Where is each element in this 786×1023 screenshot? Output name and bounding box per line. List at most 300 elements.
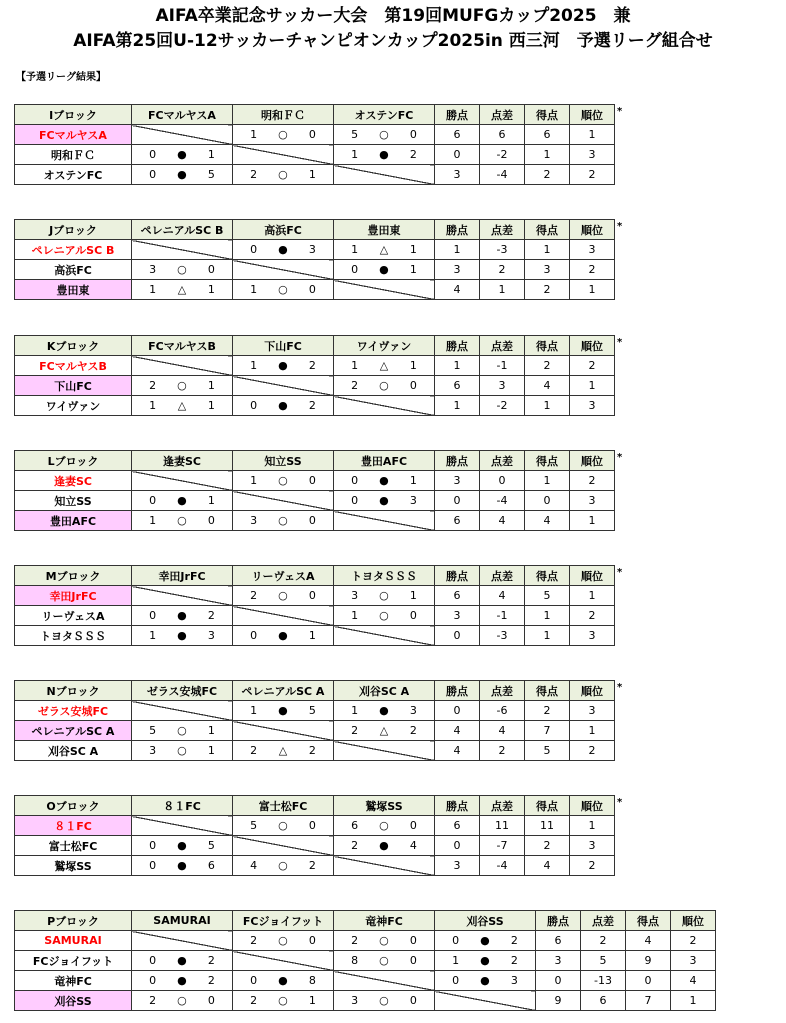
goals-scored-cell: 4 [626,931,671,951]
match-result [334,994,434,1007]
goals-for: 0 [149,954,157,967]
self-match-cell [132,701,233,721]
block-name: Kブロック [15,336,132,356]
goal-diff-cell: 2 [480,260,525,280]
goals-for: 3 [250,514,258,527]
asterisk-note: * [617,221,623,232]
column-team-header: 富士松FC [233,796,334,816]
goals-against: 1 [207,744,215,757]
section-label: 【予選リーグ結果】 [16,72,106,83]
goal-diff-cell: 11 [480,816,525,836]
goal-diff-cell: 4 [480,586,525,606]
goals-for: 1 [452,954,460,967]
match-result [132,514,232,527]
self-match-cell [334,511,435,531]
result-mark: ● [480,954,490,967]
goals-for: 2 [250,994,258,1007]
table-row [15,836,615,856]
row-team-name: 幸田JrFC [15,586,132,606]
match-result [132,724,232,737]
table-row [15,626,615,646]
goals-scored-cell: 11 [525,816,570,836]
result-mark: ● [177,954,187,967]
goals-against: 0 [207,994,215,1007]
league-table [14,450,615,531]
goal-diff-cell: 4 [480,511,525,531]
goal-diff-cell: -6 [480,701,525,721]
points-cell: 1 [435,396,480,416]
goals-against: 5 [308,704,316,717]
goals-against: 3 [409,704,417,717]
points-cell: 0 [435,145,480,165]
goal-diff-cell: -4 [480,856,525,876]
points-cell: 0 [435,836,480,856]
row-team-name: ペレニアルSC A [15,721,132,741]
points-cell: 6 [435,816,480,836]
goals-against: 1 [308,168,316,181]
block-name: Iブロック [15,105,132,125]
goals-against: 3 [510,974,518,987]
result-mark: ○ [278,514,288,527]
self-match-cell [132,240,233,260]
row-team-name: リーヴェスA [15,606,132,626]
points-cell: 4 [435,741,480,761]
goals-for: 1 [250,359,258,372]
result-mark: ○ [379,994,389,1007]
asterisk-note: * [617,452,623,463]
goals-for: 1 [149,283,157,296]
match-result [233,859,333,872]
match-result-cell [334,491,435,511]
result-mark: ● [177,609,187,622]
goals-against: 1 [207,379,215,392]
goal-diff-cell: 6 [581,991,626,1011]
stat-header: 順位 [570,566,615,586]
match-result-cell [233,511,334,531]
goals-scored-cell: 2 [525,280,570,300]
goals-scored-cell: 0 [525,491,570,511]
rank-cell: 2 [671,931,716,951]
self-match-cell [233,491,334,511]
stat-header: 得点 [525,105,570,125]
points-cell: 6 [435,511,480,531]
match-result [132,954,232,967]
match-result-cell [334,240,435,260]
match-result [132,974,232,987]
block-name: Lブロック [15,451,132,471]
row-team-name: 刈谷SS [15,991,132,1011]
table-row [15,165,615,185]
goals-scored-cell: 1 [525,471,570,491]
goals-scored-cell: 4 [525,856,570,876]
self-match-cell [233,951,334,971]
column-team-header: 刈谷SS [435,911,536,931]
stat-header: 得点 [525,566,570,586]
table-row [15,240,615,260]
match-result-cell [334,951,435,971]
block-name: Jブロック [15,220,132,240]
goals-against: 1 [207,724,215,737]
result-mark: ● [278,359,288,372]
points-cell: 0 [536,971,581,991]
result-mark: ○ [177,263,187,276]
table-row [15,280,615,300]
stat-header: 勝点 [435,105,480,125]
goal-diff-cell: 1 [480,280,525,300]
self-match-cell [334,165,435,185]
goals-for: 0 [149,148,157,161]
result-mark: ○ [278,128,288,141]
goal-diff-cell: 3 [480,376,525,396]
match-result [334,474,434,487]
rank-cell: 1 [570,721,615,741]
points-cell: 0 [435,626,480,646]
table-header-row [15,105,615,125]
goals-against: 2 [207,954,215,967]
column-team-header: SAMURAI [132,911,233,931]
column-team-header: FCジョイフット [233,911,334,931]
goals-against: 0 [409,379,417,392]
column-team-header: ワイヴァン [334,336,435,356]
match-result [132,263,232,276]
match-result-cell [334,471,435,491]
match-result [233,128,333,141]
match-result [334,148,434,161]
self-match-cell [233,836,334,856]
result-mark: ○ [379,934,389,947]
match-result [233,399,333,412]
row-team-name: 刈谷SC A [15,741,132,761]
rank-cell: 3 [570,701,615,721]
goals-against: 3 [308,243,316,256]
rank-cell: 1 [570,376,615,396]
match-result [233,359,333,372]
block-name: Nブロック [15,681,132,701]
row-team-name: FCマルヤスB [15,356,132,376]
match-result-cell [233,280,334,300]
stat-header: 点差 [480,681,525,701]
result-mark: ● [379,704,389,717]
points-cell: 6 [435,586,480,606]
stat-header: 得点 [525,681,570,701]
self-match-cell [435,991,536,1011]
result-mark: ○ [278,819,288,832]
result-mark: △ [177,283,187,296]
match-result-cell [233,991,334,1011]
table-row [15,586,615,606]
match-result-cell [132,626,233,646]
goals-for: 0 [149,839,157,852]
match-result-cell [233,125,334,145]
table-row [15,356,615,376]
row-team-name: ワイヴァン [15,396,132,416]
goal-diff-cell: -2 [480,396,525,416]
match-result-cell [334,931,435,951]
match-result-cell [334,356,435,376]
self-match-cell [233,376,334,396]
column-team-header: リーヴェスA [233,566,334,586]
stat-header: 点差 [480,566,525,586]
result-mark: △ [379,359,389,372]
match-result-cell [233,856,334,876]
asterisk-note: * [617,106,623,117]
league-table [14,335,615,416]
goals-against: 3 [409,494,417,507]
match-result [132,859,232,872]
goals-against: 1 [409,359,417,372]
match-result-cell [132,491,233,511]
result-mark: ● [177,494,187,507]
goal-diff-cell: 2 [480,741,525,761]
points-cell: 6 [435,376,480,396]
table-row [15,971,716,991]
match-result-cell [132,951,233,971]
table-header-row [15,681,615,701]
match-result-cell [435,951,536,971]
goals-for: 3 [149,263,157,276]
match-result [334,704,434,717]
match-result-cell [132,606,233,626]
goals-for: 2 [250,168,258,181]
column-team-header: ペレニアルSC A [233,681,334,701]
match-result-cell [334,376,435,396]
goals-against: 4 [409,839,417,852]
goal-diff-cell: -3 [480,626,525,646]
row-team-name: SAMURAI [15,931,132,951]
column-team-header: 高浜FC [233,220,334,240]
goals-against: 1 [207,399,215,412]
stat-header: 勝点 [435,336,480,356]
stat-header: 点差 [480,220,525,240]
stat-header: 点差 [480,105,525,125]
goals-for: 0 [250,629,258,642]
result-mark: ○ [379,819,389,832]
goals-for: 0 [452,934,460,947]
result-mark: ○ [278,589,288,602]
goals-for: 1 [351,609,359,622]
match-result-cell [233,971,334,991]
asterisk-note: * [617,797,623,808]
match-result [233,629,333,642]
column-team-header: 逢妻SC [132,451,233,471]
self-match-cell [334,280,435,300]
points-cell: 1 [435,240,480,260]
column-team-header: FCマルヤスA [132,105,233,125]
goals-against: 2 [207,609,215,622]
goals-against: 2 [207,974,215,987]
match-result-cell [334,991,435,1011]
asterisk-note: * [617,682,623,693]
stat-header: 得点 [525,220,570,240]
match-result-cell [233,626,334,646]
table-row [15,511,615,531]
goals-scored-cell: 2 [525,165,570,185]
match-result-cell [334,701,435,721]
match-result-cell [435,971,536,991]
row-team-name: ペレニアルSC B [15,240,132,260]
self-match-cell [334,626,435,646]
match-result [334,359,434,372]
goal-diff-cell: 5 [581,951,626,971]
table-row [15,491,615,511]
block-name: Mブロック [15,566,132,586]
match-result-cell [132,165,233,185]
goals-against: 0 [308,514,316,527]
rank-cell: 3 [570,145,615,165]
stat-header: 得点 [525,796,570,816]
match-result-cell [132,145,233,165]
row-team-name: 豊田AFC [15,511,132,531]
stat-header: 勝点 [435,681,480,701]
goals-scored-cell: 3 [525,260,570,280]
table-header-row [15,336,615,356]
goals-against: 8 [308,974,316,987]
rank-cell: 2 [570,856,615,876]
goals-scored-cell: 4 [525,511,570,531]
column-team-header: 幸田JrFC [132,566,233,586]
result-mark: ● [379,494,389,507]
match-result-cell [334,836,435,856]
match-result-cell [334,125,435,145]
match-result-cell [132,396,233,416]
result-mark: ● [177,839,187,852]
match-result [334,954,434,967]
match-result [233,819,333,832]
match-result [334,819,434,832]
goal-diff-cell: -2 [480,145,525,165]
result-mark: ○ [278,934,288,947]
self-match-cell [132,471,233,491]
column-team-header: 豊田AFC [334,451,435,471]
league-table [14,104,615,185]
goals-for: 0 [149,168,157,181]
goals-against: 2 [409,724,417,737]
goal-diff-cell: -7 [480,836,525,856]
goals-for: 4 [250,859,258,872]
stat-header: 勝点 [536,911,581,931]
goals-for: 1 [149,629,157,642]
goals-against: 0 [308,474,316,487]
match-result [132,839,232,852]
goals-against: 0 [308,283,316,296]
points-cell: 0 [435,701,480,721]
points-cell: 0 [435,491,480,511]
result-mark: △ [177,399,187,412]
row-team-name: 知立SS [15,491,132,511]
match-result [435,974,535,987]
match-result [233,243,333,256]
goals-for: 0 [149,859,157,872]
table-row [15,606,615,626]
table-row [15,816,615,836]
goals-scored-cell: 7 [626,991,671,1011]
result-mark: ○ [278,168,288,181]
points-cell: 1 [435,356,480,376]
match-result-cell [233,471,334,491]
goals-scored-cell: 6 [525,125,570,145]
result-mark: ● [379,839,389,852]
goals-against: 0 [308,589,316,602]
goals-for: 1 [250,704,258,717]
match-result [132,379,232,392]
match-result-cell [233,396,334,416]
league-table [14,680,615,761]
rank-cell: 4 [671,971,716,991]
goals-for: 0 [149,974,157,987]
match-result-cell [233,165,334,185]
goals-against: 0 [409,609,417,622]
rank-cell: 1 [570,816,615,836]
goals-against: 6 [207,859,215,872]
table-header-row [15,451,615,471]
goal-diff-cell: -1 [480,606,525,626]
match-result [132,283,232,296]
goals-against: 0 [308,934,316,947]
match-result [334,609,434,622]
goals-scored-cell: 5 [525,741,570,761]
result-mark: ○ [379,609,389,622]
row-team-name: 鷲塚SS [15,856,132,876]
goals-against: 2 [510,934,518,947]
match-result [233,934,333,947]
goals-against: 0 [207,514,215,527]
match-result [233,474,333,487]
league-table [14,910,716,1011]
table-row [15,701,615,721]
table-row [15,931,716,951]
goals-against: 0 [409,934,417,947]
goals-against: 0 [409,819,417,832]
rank-cell: 2 [570,741,615,761]
match-result-cell [132,741,233,761]
goal-diff-cell: -1 [480,356,525,376]
stat-header: 勝点 [435,451,480,471]
rank-cell: 3 [671,951,716,971]
match-result [132,494,232,507]
goals-for: 0 [351,494,359,507]
self-match-cell [334,396,435,416]
match-result [334,494,434,507]
result-mark: ● [177,859,187,872]
league-table [14,565,615,646]
match-result-cell [132,856,233,876]
match-result-cell [132,971,233,991]
rank-cell: 2 [570,471,615,491]
rank-cell: 2 [570,165,615,185]
result-mark: ● [480,934,490,947]
self-match-cell [132,816,233,836]
stat-header: 順位 [570,796,615,816]
match-result-cell [132,376,233,396]
match-result [435,954,535,967]
goals-for: 1 [250,283,258,296]
goal-diff-cell: 2 [581,931,626,951]
goals-against: 2 [308,359,316,372]
goals-against: 1 [409,589,417,602]
column-team-header: トヨタＳＳＳ [334,566,435,586]
goals-scored-cell: 2 [525,701,570,721]
page-title-line1: AIFA卒業記念サッカー大会 第19回MUFGカップ2025 兼 [155,6,631,26]
result-mark: ● [177,974,187,987]
goals-for: 0 [452,974,460,987]
table-row [15,260,615,280]
match-result-cell [435,931,536,951]
self-match-cell [233,145,334,165]
stat-header: 勝点 [435,566,480,586]
goals-against: 2 [409,148,417,161]
goals-scored-cell: 1 [525,396,570,416]
points-cell: 3 [435,260,480,280]
